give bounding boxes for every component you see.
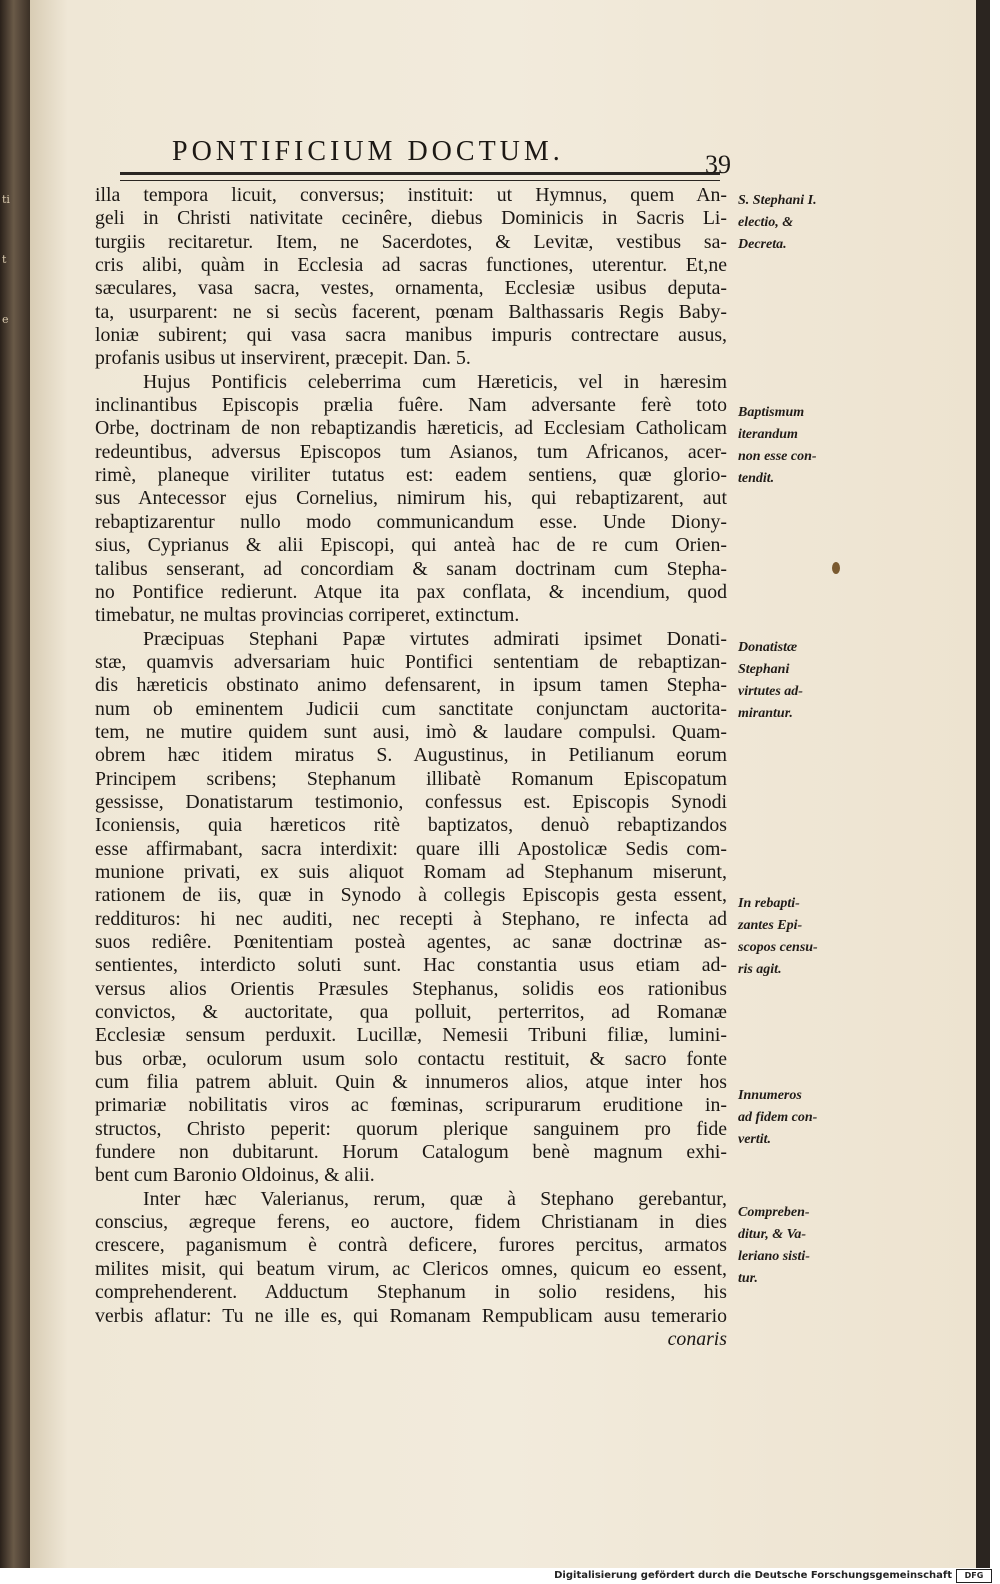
- header-rule-thin: [120, 180, 720, 181]
- funding-credit: Digitalisierung gefördert durch die Deutsche Forschungsgemeinschaft: [554, 1570, 952, 1581]
- running-header: [120, 136, 730, 186]
- margin-note-line: ad fidem con-: [738, 1110, 818, 1125]
- text-line: sentientes, interdicto soluti sunt. Hac constantia usus etiam ad-: [95, 954, 727, 977]
- text-line: primariæ nobilitatis viros ac fœminas, scripurarum eruditione in-: [95, 1094, 727, 1117]
- gutter-fragment: t: [2, 253, 7, 266]
- text-line: rimè, planeque viriliter tutatus est: eadem sentiens, quæ glorio-: [95, 464, 727, 487]
- text-line: obrem hæc itidem miratus S. Augustinus, in Petilianum eorum: [95, 744, 727, 767]
- text-line: milites misit, qui beatum virum, ac Clericos omnes, quicum eo essent,: [95, 1257, 727, 1280]
- text-line: sus Antecessor ejus Cornelius, nimirum his, qui rebaptizarent, aut: [95, 487, 727, 510]
- gutter-fragment: ti: [2, 193, 10, 206]
- text-line: cris alibi, quàm in Ecclesia ad sacras functiones, uterentur. Et,ne: [95, 254, 727, 277]
- text-line: Præcipuas Stephani Papæ virtutes admirati ipsimet Donati-: [143, 627, 727, 650]
- text-line: loniæ subirent; qui vasa sacra manibus impuris contrectare ausus,: [95, 324, 727, 347]
- text-line: tem, ne mutire quidem sunt ausi, imò & laudare compulsi. Quam-: [95, 720, 727, 743]
- text-line: illa tempora licuit, conversus; instituit: ut Hymnus, quem An-: [95, 184, 727, 206]
- margin-note-stephani-electio: [738, 190, 850, 256]
- header-rule-thick: [120, 172, 720, 175]
- text-line: versus alios Orientis Præsules Stephanus, solidis eos rationibus: [95, 977, 727, 1000]
- text-line: Inter hæc Valerianus, rerum, quæ à Stephano gerebantur,: [143, 1187, 727, 1210]
- text-line: comprehenderent. Adductum Stephanum in solio residens, his: [95, 1281, 727, 1304]
- margin-note-line: Decreta.: [738, 237, 787, 252]
- body-text-column: [95, 184, 727, 1351]
- text-line: sæculares, vasa sacra, vestes, ornamenta, Ecclesiæ usibus deputa-: [95, 277, 727, 300]
- text-line: rationem de iis, quæ in Synodo à collegis Episcopis gesta essent,: [95, 884, 727, 907]
- text-line: fundere non dubitarunt. Horum Catalogum benè magnum exhi-: [95, 1141, 727, 1164]
- margin-note-line: Donatistæ: [738, 640, 798, 655]
- margin-note-innumeros: [738, 1085, 850, 1151]
- text-line: convictos, & auctoritate, qua polluit, perterritos, ad Romanæ: [95, 1001, 727, 1024]
- margin-note-line: scopos censu-: [738, 940, 818, 955]
- running-head-title: PONTIFICIUM DOCTUM.: [172, 136, 564, 167]
- ink-blot: [832, 562, 840, 574]
- gutter-fragments: [2, 170, 22, 350]
- dfg-logo: DFG: [956, 1569, 992, 1583]
- text-line: stæ, quamvis adversariam huic Pontifici sententiam de rebaptizan-: [95, 650, 727, 673]
- margin-note-line: tendit.: [738, 471, 775, 486]
- text-line: gessisse, Donatistarum testimonio, confessus est. Episcopis Synodi: [95, 790, 727, 813]
- margin-note-line: mirantur.: [738, 706, 793, 721]
- text-line: Ecclesiæ sensum perduxit. Lucillæ, Nemesii Tribuni filiæ, lumini-: [95, 1024, 727, 1047]
- gutter-fragment: e: [2, 313, 9, 326]
- text-line: suos rediêre. Pœnitentiam posteà agentes, ac sanæ doctrinæ as-: [95, 931, 727, 953]
- text-line: crescere, paganismum è contrà deficere, furores percitus, armatos: [95, 1234, 727, 1257]
- margin-note-line: Innumeros: [738, 1088, 802, 1103]
- margin-note-line: Stephani: [738, 662, 790, 677]
- text-line: ta, usurparent: ne si secùs facerent, pœnam Balthassaris Regis Baby-: [95, 300, 727, 323]
- text-line: dis hæreticis obstinato animo defensarent, in ipsum tamen Stepha-: [95, 674, 727, 697]
- margin-note-line: iterandum: [738, 427, 798, 442]
- text-line: sius, Cyprianus & alii Episcopi, qui anteà hac de re cum Orien-: [95, 534, 727, 557]
- text-line: rebaptizarentur nullo modo communicandum esse. Unde Diony-: [95, 510, 727, 533]
- page-number: 39: [705, 150, 731, 179]
- text-line: bus orbæ, oculorum usum solo contactu restituit, & sacro fonte: [95, 1047, 727, 1070]
- margin-note-line: Baptismum: [738, 405, 805, 420]
- margin-note-line: zantes Epi-: [738, 918, 803, 933]
- text-line: Principem scribens; Stephanum illibatè Romanum Episcopatum: [95, 767, 727, 790]
- margin-note-baptismum: [738, 402, 850, 490]
- text-line: redeuntibus, adversus Episcopos tum Asianos, tum Africanos, acer-: [95, 440, 727, 463]
- text-line: structos, Christo peperit: quorum plerique sanguinem pro fide: [95, 1117, 727, 1140]
- margin-note-line: electio, &: [738, 215, 794, 230]
- margin-note-line: virtutes ad-: [738, 684, 803, 699]
- page-edge-shadow: [976, 0, 990, 1568]
- text-line: turgiis recitaretur. Item, ne Sacerdotes, & Levitæ, vestibus sa-: [95, 230, 727, 253]
- text-line: conscius, ægreque ferens, eo auctore, fidem Christianam in dies: [95, 1211, 727, 1234]
- text-line: Hujus Pontificis celeberrima cum Hæreticis, vel in hæresim: [143, 370, 727, 393]
- margin-note-line: tur.: [738, 1271, 758, 1286]
- margin-note-line: In rebapti-: [738, 896, 800, 911]
- text-line: talibus senserant, ad concordiam & sanam doctrinam cum Stepha-: [95, 557, 727, 580]
- text-line: no Pontifice redierunt. Atque ita pax conflata, & incendium, quod: [95, 580, 727, 603]
- text-line: conaris: [667, 1327, 727, 1350]
- text-line: profanis usibus ut inservirent, præcepit. Dan. 5.: [95, 347, 471, 370]
- text-line: geli in Christi nativitate cecinêre, diebus Dominicis in Sacris Li-: [95, 207, 727, 230]
- margin-note-line: ris agit.: [738, 962, 782, 977]
- text-line: esse affirmabant, sacra interdixit: quare illi Apostolicæ Sedis com-: [95, 837, 727, 860]
- text-line: Iconiensis, quia hæreticos ritè baptizatos, denuò rebaptizandos: [95, 814, 727, 837]
- text-line: cum filia patrem abluit. Quin & innumeros alios, atque inter hos: [95, 1071, 727, 1094]
- book-gutter: [0, 0, 30, 1568]
- text-line: reddituros: hi nec auditi, nec recepti à Stephano, re infecta ad: [95, 907, 727, 930]
- text-line: num ob eminentem Judicii cum sanctitate conjunctam auctorita-: [95, 697, 727, 720]
- text-line: verbis aflatur: Tu ne ille es, qui Romanam Rempublicam ausu temerario: [95, 1304, 727, 1327]
- margin-note-line: leriano sisti-: [738, 1249, 810, 1264]
- margin-note-line: ditur, & Va-: [738, 1227, 807, 1242]
- margin-note-line: non esse con-: [738, 449, 817, 464]
- margin-note-rebaptizantes: [738, 893, 850, 981]
- margin-note-donatistae: [738, 637, 850, 725]
- text-line: bent cum Baronio Oldoinus, & alii.: [95, 1164, 375, 1187]
- margin-note-line: vertit.: [738, 1132, 772, 1147]
- text-line: Orbe, doctrinam de non rebaptizandis hæreticis, ad Ecclesiam Catholicam: [95, 417, 727, 440]
- margin-note-line: S. Stephani I.: [738, 193, 817, 208]
- margin-note-comprehenditur: [738, 1202, 850, 1290]
- text-line: munione privati, ex suis aliquot Romam ad Stephanum miserunt,: [95, 860, 727, 883]
- text-line: inclinantibus Episcopis prælia fuêre. Nam adversante ferè toto: [95, 394, 727, 417]
- margin-note-line: Compreben-: [738, 1205, 810, 1220]
- text-line: timebatur, ne multas provincias corriperet, extinctum.: [95, 604, 520, 627]
